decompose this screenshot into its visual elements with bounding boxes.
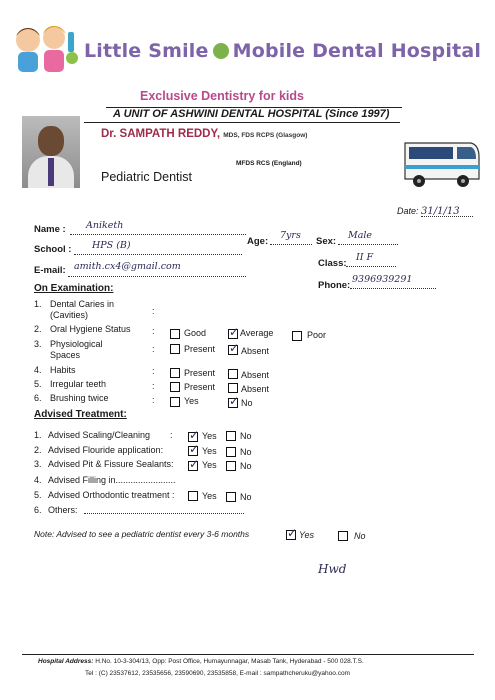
ortho-no-label: No: [240, 492, 252, 502]
school-value[interactable]: HPS (B): [92, 240, 131, 251]
class-value[interactable]: II F: [356, 252, 374, 263]
date-label: Date:: [397, 206, 419, 216]
date-value: 31/1/13: [421, 206, 460, 217]
sealants-no-checkbox[interactable]: [226, 461, 236, 471]
exam-row-5-num: 5.: [34, 379, 42, 389]
smile-tooth-icon: [213, 43, 229, 59]
scaling-no-checkbox[interactable]: [226, 431, 236, 441]
phone-label: Phone:: [318, 280, 351, 291]
doctor-name-line: [101, 128, 307, 140]
followup-no-checkbox[interactable]: [338, 531, 348, 541]
treat-row-1-colon: :: [170, 430, 173, 440]
irregular-present-checkbox[interactable]: [170, 382, 180, 392]
clinic-title-part1: Little Smile: [84, 40, 209, 62]
oral-poor-label: Poor: [307, 330, 327, 340]
footer-address: H.No. 10-3-304/13, Opp: Post Office, Humayunnagar, Masab Tank, Hyderabad - 500 028.T.S.: [95, 658, 364, 665]
email-value[interactable]: amith.cx4@gmail.com: [74, 261, 181, 272]
doctor-name: Dr. SAMPATH REDDY,: [101, 128, 221, 140]
doctor-photo: [22, 116, 80, 188]
treat-row-6-label: Others:: [48, 505, 78, 515]
class-label: Class:: [318, 258, 347, 269]
sealants-yes-label: Yes: [202, 460, 217, 470]
fluoride-yes-label: Yes: [202, 446, 217, 456]
oral-good-checkbox[interactable]: [170, 329, 180, 339]
header-divider-bottom: [84, 122, 400, 123]
ortho-no-checkbox[interactable]: [226, 492, 236, 502]
doctor-specialty: Pediatric Dentist: [101, 170, 193, 184]
spaces-absent-checkbox[interactable]: [228, 345, 238, 355]
exam-row-3-num: 3.: [34, 339, 42, 349]
exam-row-3-label2: Spaces: [50, 350, 81, 360]
oral-average-label: Average: [240, 328, 274, 338]
oral-good-label: Good: [184, 328, 207, 338]
exam-row-4-label: Habits: [50, 365, 76, 375]
fluoride-no-label: No: [240, 447, 252, 457]
treat-row-4-num: 4.: [34, 475, 42, 485]
email-label: E-mail:: [34, 265, 66, 276]
age-value[interactable]: 7yrs: [280, 230, 301, 241]
treat-row-2-label: Advised Flouride application:: [48, 445, 164, 455]
treat-row-5-label: Advised Orthodontic treatment :: [48, 490, 175, 500]
exam-row-1-num: 1.: [34, 299, 42, 309]
doctor-qualifications: MDS, FDS RCPS (Glasgow): [223, 132, 308, 139]
habits-absent-label: Absent: [241, 370, 270, 380]
scaling-yes-label: Yes: [202, 431, 217, 441]
date-underline: [421, 207, 473, 217]
clinic-title: [84, 40, 481, 62]
others-underline: [84, 504, 244, 514]
brushing-yes-label: Yes: [184, 396, 199, 406]
age-label: Age:: [247, 236, 269, 247]
oral-average-checkbox[interactable]: [228, 329, 238, 339]
exam-row-5-colon: :: [152, 381, 155, 391]
brushing-yes-checkbox[interactable]: [170, 397, 180, 407]
unit-line: A UNIT OF ASHWINI DENTAL HOSPITAL (Since 1997): [113, 108, 390, 120]
exam-row-6-num: 6.: [34, 393, 42, 403]
exam-row-6-colon: :: [152, 395, 155, 405]
footer-divider: [22, 654, 474, 655]
irregular-absent-checkbox[interactable]: [228, 383, 238, 393]
exam-row-3-label: Physiological: [50, 339, 103, 349]
irregular-absent-label: Absent: [241, 384, 270, 394]
footer-address-label: Hospital Address:: [38, 658, 94, 665]
exam-row-5-label: Irregular teeth: [50, 379, 107, 389]
fluoride-yes-checkbox[interactable]: [188, 446, 198, 456]
clinic-title-part2: Mobile Dental Hospital: [232, 40, 482, 62]
spaces-present-checkbox[interactable]: [170, 344, 180, 354]
treat-row-2-num: 2.: [34, 445, 42, 455]
brushing-no-label: No: [241, 398, 253, 408]
treat-row-4-label: Advised Filling in........................: [48, 475, 176, 485]
exam-row-4-num: 4.: [34, 365, 42, 375]
treat-row-3-label: Advised Pit & Fissure Sealants:: [48, 459, 174, 469]
spaces-absent-label: Absent: [241, 346, 270, 356]
mobile-clinic-bus-icon: [399, 135, 481, 191]
brushing-no-checkbox[interactable]: [228, 398, 238, 408]
sex-value[interactable]: Male: [348, 230, 373, 241]
followup-yes-label: Yes: [299, 530, 315, 540]
exam-row-4-colon: :: [152, 366, 155, 376]
sex-label: Sex:: [316, 236, 337, 247]
exam-row-2-colon: :: [152, 326, 155, 336]
ortho-yes-checkbox[interactable]: [188, 491, 198, 501]
treat-row-3-num: 3.: [34, 459, 42, 469]
exam-row-1-label2: (Cavities): [50, 310, 89, 320]
name-value[interactable]: Aniketh: [86, 220, 124, 231]
exam-row-2-label: Oral Hygiene Status: [50, 324, 131, 334]
treat-row-6-num: 6.: [34, 505, 42, 515]
footer-address-line: [38, 658, 364, 665]
exam-row-1-colon: :: [152, 306, 155, 316]
oral-poor-checkbox[interactable]: [292, 331, 302, 341]
ortho-yes-label: Yes: [202, 491, 217, 501]
treatment-heading: Advised Treatment:: [34, 409, 127, 420]
examination-heading: On Examination:: [34, 283, 114, 294]
followup-note: Note: Advised to see a pediatric dentist every 3-6 months: [34, 529, 250, 539]
exam-row-1-label: Dental Caries in: [50, 299, 115, 309]
sealants-yes-checkbox[interactable]: [188, 461, 198, 471]
name-label: Name :: [34, 224, 66, 235]
exam-row-6-label: Brushing twice: [50, 393, 109, 403]
clinic-subtitle: Exclusive Dentistry for kids: [140, 89, 304, 103]
fluoride-no-checkbox[interactable]: [226, 447, 236, 457]
exam-row-3-colon: :: [152, 344, 155, 354]
spaces-present-label: Present: [184, 344, 216, 354]
doctor-signature: Hwd: [318, 562, 347, 576]
exam-row-2-num: 2.: [34, 324, 42, 334]
kids-logo-icon: [6, 18, 84, 80]
habits-present-label: Present: [184, 368, 216, 378]
scaling-yes-checkbox[interactable]: [188, 432, 198, 442]
scaling-no-label: No: [240, 431, 252, 441]
school-label: School :: [34, 244, 72, 255]
followup-no-label: No: [354, 531, 366, 541]
phone-value[interactable]: 9396939291: [352, 274, 413, 285]
habits-absent-checkbox[interactable]: [228, 369, 238, 379]
treat-row-5-num: 5.: [34, 490, 42, 500]
sealants-no-label: No: [240, 461, 252, 471]
doctor-qualifications-2: MFDS RCS (England): [236, 160, 302, 167]
treat-row-1-label: Advised Scaling/Cleaning: [48, 430, 151, 440]
irregular-present-label: Present: [184, 382, 216, 392]
footer-contact: Tel : (C) 23537612, 23535656, 23590690, 23535858, E-mail : sampathcheruku@yahoo.com: [85, 670, 350, 677]
habits-present-checkbox[interactable]: [170, 368, 180, 378]
treat-row-1-num: 1.: [34, 430, 42, 440]
followup-yes-checkbox[interactable]: [286, 530, 296, 540]
